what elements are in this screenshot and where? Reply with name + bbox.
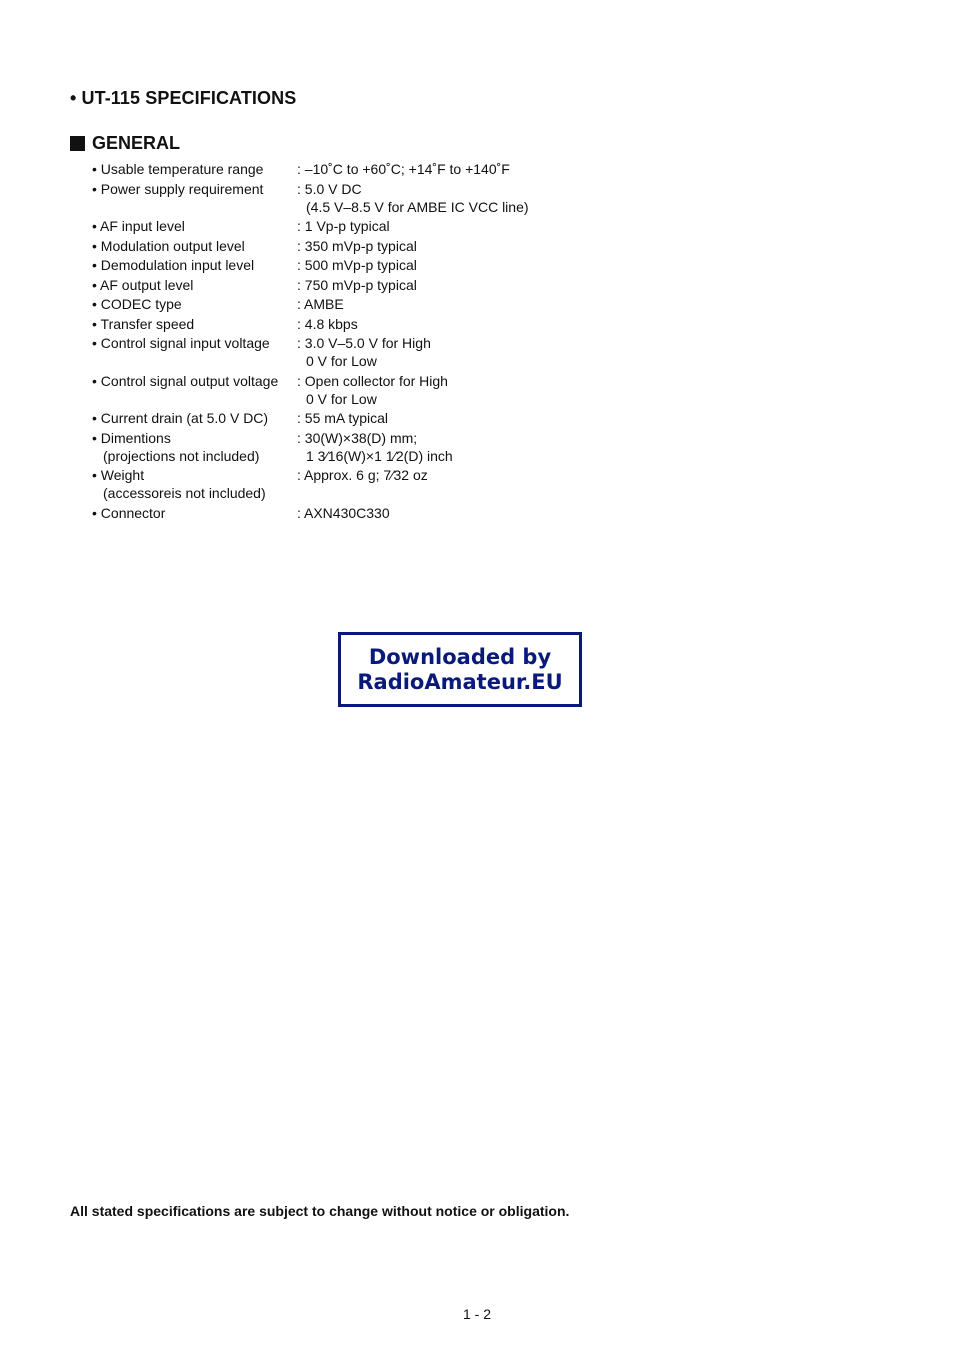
section-heading <box>70 133 180 154</box>
spec-label-line: • Usable temperature range <box>92 161 264 177</box>
spec-value-line: : 350 mVp-p typical <box>297 237 417 254</box>
spec-value <box>297 217 390 235</box>
page-number: 1 - 2 <box>462 1306 491 1322</box>
spec-value-line: : 500 mVp-p typical <box>297 257 417 273</box>
spec-row <box>92 334 529 370</box>
spec-value <box>297 295 344 313</box>
spec-row <box>92 237 529 255</box>
spec-row <box>92 466 529 502</box>
spec-label <box>92 504 297 522</box>
spec-value-line: : Open collector for High <box>297 372 448 389</box>
spec-row <box>92 160 529 178</box>
spec-label <box>92 466 297 502</box>
spec-label <box>92 237 297 255</box>
spec-value-line: 0 V for Low <box>306 353 377 369</box>
disclaimer-note: All stated specifications are subject to change without notice or obligation. <box>70 1203 570 1219</box>
section-heading-label: GENERAL <box>92 133 181 153</box>
spec-label <box>92 334 297 370</box>
spec-list <box>92 160 529 523</box>
spec-value <box>297 429 453 465</box>
spec-label-line: • Power supply requirement <box>92 180 264 197</box>
spec-value <box>297 237 417 255</box>
spec-label <box>92 160 297 178</box>
spec-label-line: • Weight <box>92 467 145 483</box>
spec-label <box>92 180 297 216</box>
spec-label <box>92 276 297 294</box>
spec-label-line: • Current drain (at 5.0 V DC) <box>92 410 269 426</box>
spec-value <box>297 372 448 408</box>
spec-value-line: 0 V for Low <box>306 390 377 407</box>
spec-value <box>297 180 529 216</box>
spec-label-line: • AF output level <box>92 276 194 293</box>
spec-row <box>92 295 529 313</box>
spec-label <box>92 429 297 465</box>
spec-row <box>92 429 529 465</box>
stamp-line-2: RadioAmateur.EU <box>357 669 563 694</box>
spec-value-line: : 4.8 kbps <box>297 315 358 332</box>
spec-value-line: : 30(W)×38(D) mm; <box>297 429 418 446</box>
spec-label <box>92 217 297 235</box>
spec-value-line: : AXN430C330 <box>297 504 390 521</box>
spec-value-line: : AMBE <box>297 296 344 312</box>
spec-value <box>297 256 417 274</box>
page-title: • UT-115 SPECIFICATIONS <box>70 88 297 108</box>
square-bullet-icon <box>70 136 85 151</box>
spec-label <box>92 409 297 427</box>
spec-row <box>92 504 529 522</box>
spec-label-line: • Demodulation input level <box>92 257 255 273</box>
spec-label <box>92 295 297 313</box>
spec-value <box>297 276 417 294</box>
spec-label-line: (accessoreis not included) <box>103 485 266 501</box>
spec-label-line: • Connector <box>92 504 166 521</box>
spec-value-line: : Approx. 6 g; 7⁄32 oz <box>297 467 428 483</box>
spec-value-line: : –10˚C to +60˚C; +14˚F to +140˚F <box>297 161 510 177</box>
spec-value-line: : 55 mA typical <box>297 410 389 426</box>
spec-label-line: • Modulation output level <box>92 237 245 254</box>
spec-label-line: (projections not included) <box>103 447 260 464</box>
spec-value <box>297 466 428 502</box>
spec-label-line: • Control signal output voltage <box>92 372 279 389</box>
spec-value-line: 1 3⁄16(W)×1 1⁄2(D) inch <box>306 447 453 464</box>
spec-label <box>92 315 297 333</box>
spec-row <box>92 180 529 216</box>
spec-label <box>92 256 297 274</box>
spec-label-line: • Transfer speed <box>92 315 195 332</box>
spec-row <box>92 256 529 274</box>
spec-label-line: • AF input level <box>92 218 185 234</box>
spec-value <box>297 160 510 178</box>
spec-row <box>92 276 529 294</box>
spec-row <box>92 217 529 235</box>
spec-row <box>92 315 529 333</box>
spec-label-line: • Dimentions <box>92 429 171 446</box>
spec-value <box>297 409 388 427</box>
spec-value <box>297 315 358 333</box>
spec-label <box>92 372 297 408</box>
download-stamp <box>338 632 582 707</box>
spec-label-line: • CODEC type <box>92 296 182 312</box>
stamp-line-1: Downloaded by <box>368 644 552 669</box>
spec-value-line: : 3.0 V–5.0 V for High <box>297 335 431 351</box>
spec-row <box>92 409 529 427</box>
spec-row <box>92 372 529 408</box>
spec-value-line: : 1 Vp-p typical <box>297 218 390 234</box>
spec-value <box>297 504 390 522</box>
spec-value-line: : 5.0 V DC <box>297 180 362 197</box>
spec-label-line: • Control signal input voltage <box>92 335 270 351</box>
spec-value <box>297 334 431 370</box>
spec-value-line: (4.5 V–8.5 V for AMBE IC VCC line) <box>306 198 529 215</box>
spec-value-line: : 750 mVp-p typical <box>297 276 417 293</box>
